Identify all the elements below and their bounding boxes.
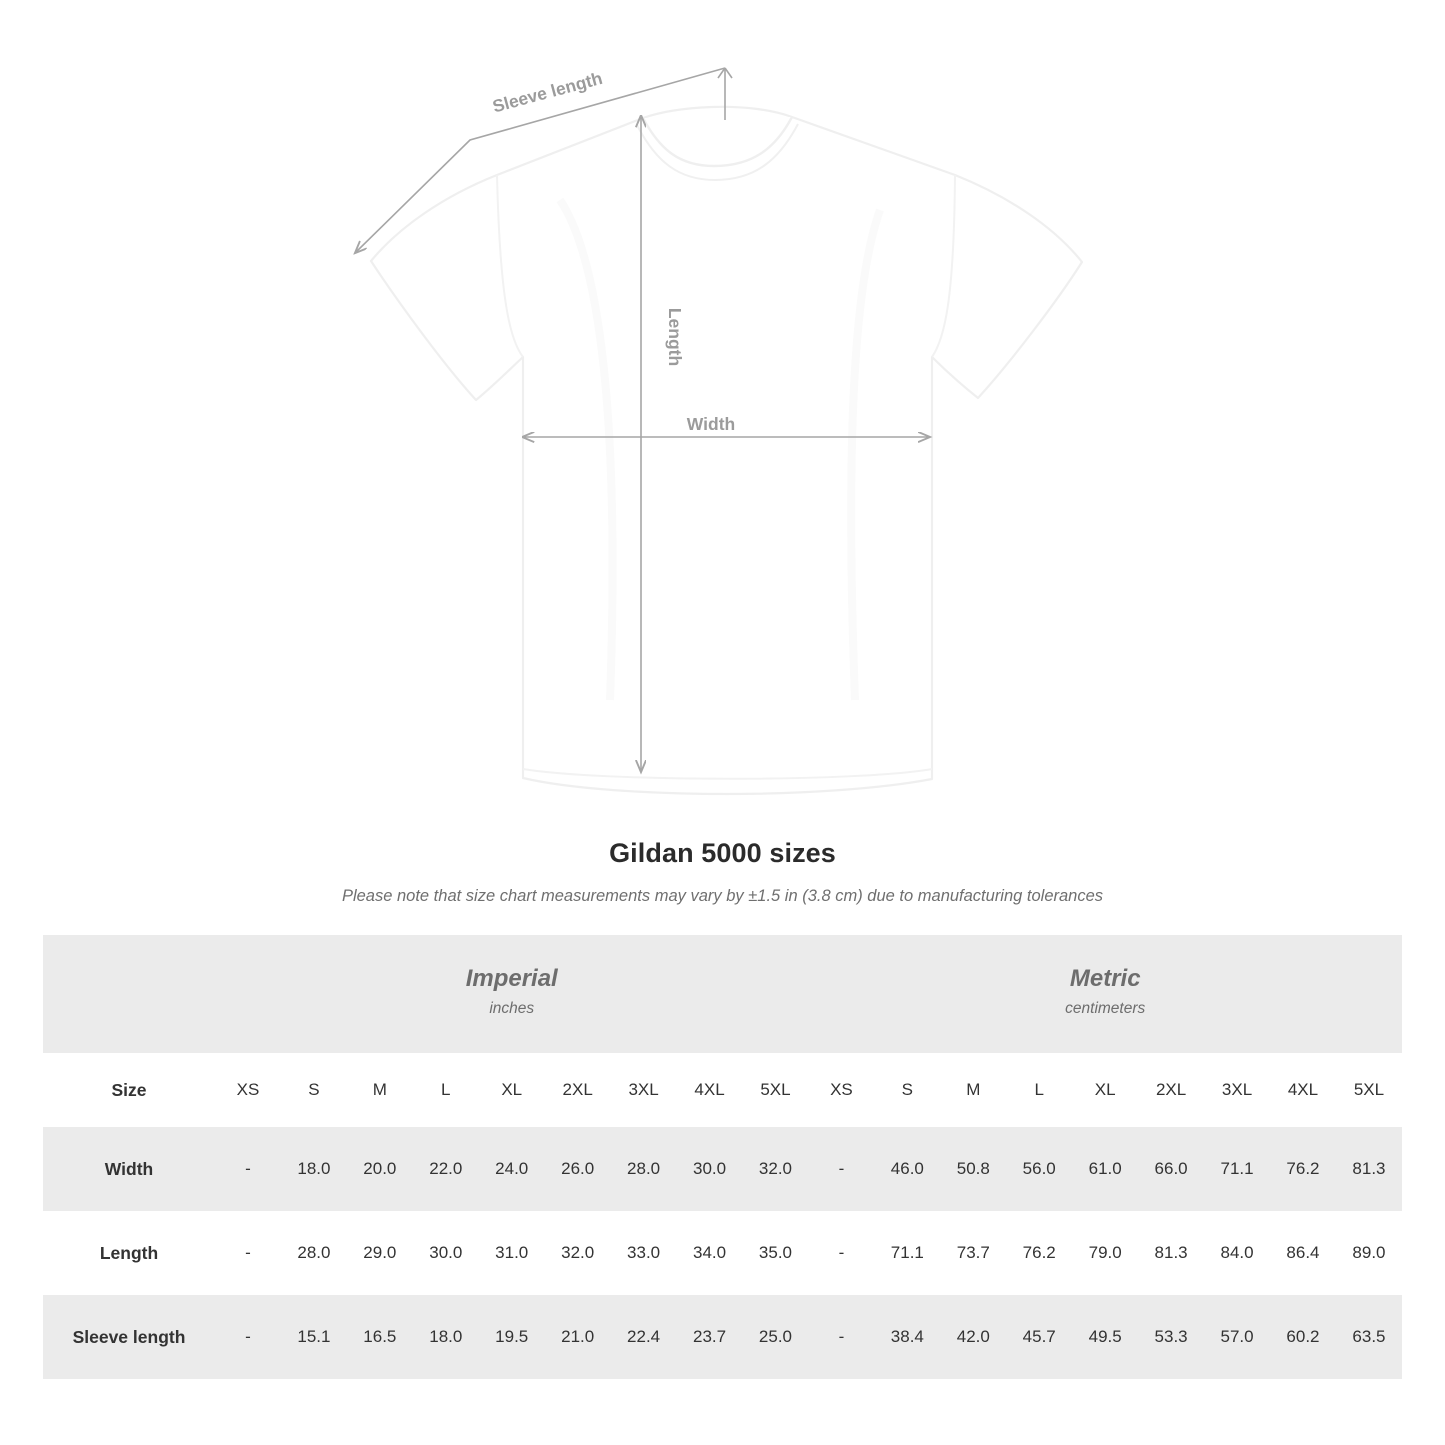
length-met-s: 71.1 xyxy=(874,1211,940,1295)
tshirt-shape xyxy=(371,107,1082,794)
size-met-3xl: 3XL xyxy=(1204,1053,1270,1127)
size-imp-2xl: 2XL xyxy=(545,1053,611,1127)
sleeve-imp-4xl: 23.7 xyxy=(677,1295,743,1379)
unit-header-spacer xyxy=(43,935,215,1053)
length-imp-xl: 31.0 xyxy=(479,1211,545,1295)
size-met-5xl: 5XL xyxy=(1336,1053,1402,1127)
sleeve-imp-m: 16.5 xyxy=(347,1295,413,1379)
table-row-length xyxy=(43,1211,1402,1295)
sleeve-met-l: 45.7 xyxy=(1006,1295,1072,1379)
sleeve-met-xs: - xyxy=(808,1295,874,1379)
size-met-xl: XL xyxy=(1072,1053,1138,1127)
length-imp-m: 29.0 xyxy=(347,1211,413,1295)
width-imp-2xl: 26.0 xyxy=(545,1127,611,1211)
width-met-2xl: 66.0 xyxy=(1138,1127,1204,1211)
width-imp-s: 18.0 xyxy=(281,1127,347,1211)
size-imp-4xl: 4XL xyxy=(677,1053,743,1127)
row-label-length: Length xyxy=(43,1211,215,1295)
width-met-m: 50.8 xyxy=(940,1127,1006,1211)
length-imp-4xl: 34.0 xyxy=(677,1211,743,1295)
chart-subtitle: Please note that size chart measurements may vary by ±1.5 in (3.8 cm) due to manufacturing tolerances xyxy=(341,887,1104,905)
sleeve-met-5xl: 63.5 xyxy=(1336,1295,1402,1379)
length-label: Length xyxy=(665,307,685,367)
sleeve-imp-xl: 19.5 xyxy=(479,1295,545,1379)
length-met-4xl: 86.4 xyxy=(1270,1211,1336,1295)
row-label-width: Width xyxy=(43,1127,215,1211)
size-met-xs: XS xyxy=(808,1053,874,1127)
length-imp-2xl: 32.0 xyxy=(545,1211,611,1295)
metric-unit: centimeters xyxy=(1065,1000,1146,1018)
row-label-sleeve-length: Sleeve length xyxy=(43,1295,215,1379)
sleeve-met-4xl: 60.2 xyxy=(1270,1295,1336,1379)
width-imp-5xl: 32.0 xyxy=(743,1127,809,1211)
sleeve-met-2xl: 53.3 xyxy=(1138,1295,1204,1379)
length-met-5xl: 89.0 xyxy=(1336,1211,1402,1295)
width-imp-3xl: 28.0 xyxy=(611,1127,677,1211)
imperial-label: Imperial xyxy=(465,965,558,993)
sleeve-length-label: Sleeve length xyxy=(490,67,605,117)
size-imp-s: S xyxy=(281,1053,347,1127)
table-row-sleeve-length xyxy=(43,1295,1402,1379)
size-imp-xs: XS xyxy=(215,1053,281,1127)
sleeve-met-3xl: 57.0 xyxy=(1204,1295,1270,1379)
sleeve-met-xl: 49.5 xyxy=(1072,1295,1138,1379)
width-met-s: 46.0 xyxy=(874,1127,940,1211)
size-met-4xl: 4XL xyxy=(1270,1053,1336,1127)
width-imp-m: 20.0 xyxy=(347,1127,413,1211)
size-met-s: S xyxy=(874,1053,940,1127)
size-met-l: L xyxy=(1006,1053,1072,1127)
length-met-3xl: 84.0 xyxy=(1204,1211,1270,1295)
length-met-m: 73.7 xyxy=(940,1211,1006,1295)
imperial-unit: inches xyxy=(489,1000,535,1018)
size-header-row xyxy=(43,1053,1402,1127)
unit-header-row xyxy=(43,935,1402,1053)
size-imp-l: L xyxy=(413,1053,479,1127)
unit-header-metric xyxy=(808,935,1402,1053)
width-met-xl: 61.0 xyxy=(1072,1127,1138,1211)
table-row-width xyxy=(43,1127,1402,1211)
length-met-l: 76.2 xyxy=(1006,1211,1072,1295)
sleeve-imp-2xl: 21.0 xyxy=(545,1295,611,1379)
sleeve-imp-s: 15.1 xyxy=(281,1295,347,1379)
sleeve-met-m: 42.0 xyxy=(940,1295,1006,1379)
sleeve-imp-l: 18.0 xyxy=(413,1295,479,1379)
size-met-2xl: 2XL xyxy=(1138,1053,1204,1127)
size-imp-xl: XL xyxy=(479,1053,545,1127)
sleeve-imp-3xl: 22.4 xyxy=(611,1295,677,1379)
length-imp-s: 28.0 xyxy=(281,1211,347,1295)
width-met-4xl: 76.2 xyxy=(1270,1127,1336,1211)
width-imp-l: 22.0 xyxy=(413,1127,479,1211)
length-imp-l: 30.0 xyxy=(413,1211,479,1295)
metric-label: Metric xyxy=(1069,965,1141,993)
width-imp-4xl: 30.0 xyxy=(677,1127,743,1211)
size-imp-5xl: 5XL xyxy=(743,1053,809,1127)
unit-header-imperial xyxy=(215,935,808,1053)
size-imp-m: M xyxy=(347,1053,413,1127)
width-met-3xl: 71.1 xyxy=(1204,1127,1270,1211)
length-met-2xl: 81.3 xyxy=(1138,1211,1204,1295)
length-imp-5xl: 35.0 xyxy=(743,1211,809,1295)
length-imp-3xl: 33.0 xyxy=(611,1211,677,1295)
width-imp-xl: 24.0 xyxy=(479,1127,545,1211)
size-table-wrapper xyxy=(43,935,1402,1379)
size-header-label: Size xyxy=(43,1053,215,1127)
width-imp-xs: - xyxy=(215,1127,281,1211)
size-table xyxy=(43,935,1402,1379)
length-met-xl: 79.0 xyxy=(1072,1211,1138,1295)
sleeve-imp-xs: - xyxy=(215,1295,281,1379)
sleeve-imp-5xl: 25.0 xyxy=(743,1295,809,1379)
chart-title: Gildan 5000 sizes xyxy=(609,838,836,868)
size-imp-3xl: 3XL xyxy=(611,1053,677,1127)
width-label: Width xyxy=(686,414,736,434)
size-met-m: M xyxy=(940,1053,1006,1127)
width-met-l: 56.0 xyxy=(1006,1127,1072,1211)
width-met-5xl: 81.3 xyxy=(1336,1127,1402,1211)
sleeve-met-s: 38.4 xyxy=(874,1295,940,1379)
width-met-xs: - xyxy=(808,1127,874,1211)
length-imp-xs: - xyxy=(215,1211,281,1295)
length-met-xs: - xyxy=(808,1211,874,1295)
